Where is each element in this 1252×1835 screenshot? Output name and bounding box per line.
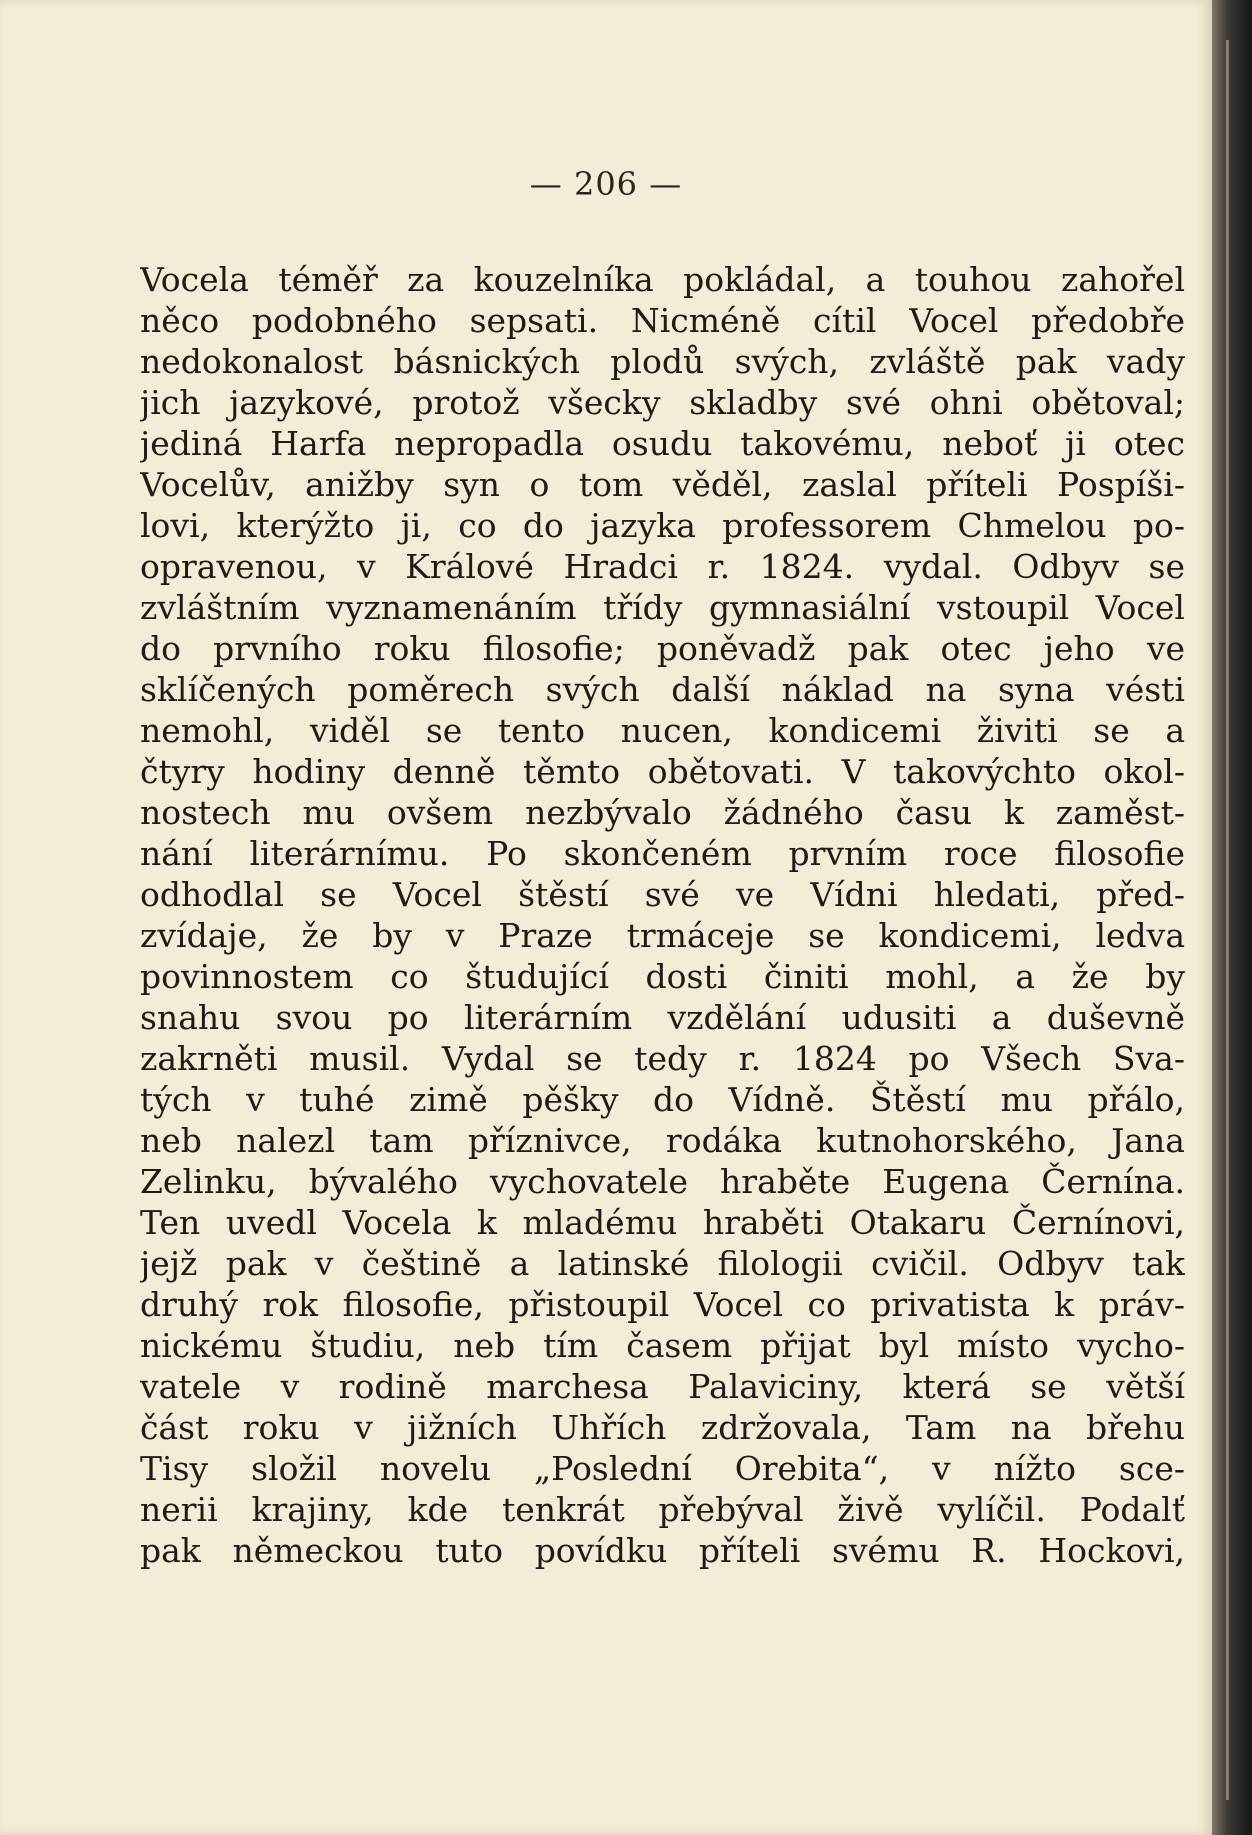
text-line: tých v tuhé zimě pěšky do Vídně. Štěstí mu přálo, xyxy=(140,1080,1185,1119)
text-line: Vocela téměř za kouzelníka pokládal, a touhou zahořel xyxy=(140,260,1185,299)
text-line: zvláštním vyznamenáním třídy gymnasiální vstoupil Vocel xyxy=(140,588,1185,627)
text-line: nostech mu ovšem nezbývalo žádného času k zaměst- xyxy=(140,793,1185,832)
text-line: zakrněti musil. Vydal se tedy r. 1824 po Všech Sva- xyxy=(140,1039,1185,1078)
page-edge-line xyxy=(1226,40,1229,1800)
text-line: do prvního roku filosofie; poněvadž pak otec jeho ve xyxy=(140,629,1185,668)
text-line: Ten uvedl Vocela k mladému hraběti Otakaru Černínovi, xyxy=(140,1203,1185,1242)
text-line: lovi, kterýžto ji, co do jazyka professorem Chmelou po- xyxy=(140,506,1185,545)
text-line: Zelinku, bývalého vychovatele hraběte Eugena Černína. xyxy=(140,1162,1185,1201)
text-line: Tisy složil novelu „Poslední Orebita“, v nížto sce- xyxy=(140,1449,1185,1488)
text-line: nemohl, viděl se tento nucen, kondicemi živiti se a xyxy=(140,711,1185,750)
text-line: druhý rok filosofie, přistoupil Vocel co privatista k práv- xyxy=(140,1285,1185,1324)
text-line: něco podobného sepsati. Nicméně cítil Vocel předobře xyxy=(140,301,1185,340)
text-line: nání literárnímu. Po skončeném prvním roce filosofie xyxy=(140,834,1185,873)
text-line: Vocelův, anižby syn o tom věděl, zaslal příteli Pospíši- xyxy=(140,465,1185,504)
text-line: nickému študiu, neb tím časem přijat byl místo vycho- xyxy=(140,1326,1185,1365)
text-line: vatele v rodině marchesa Palaviciny, která se větší xyxy=(140,1367,1185,1406)
text-line: jediná Harfa nepropadla osudu takovému, neboť ji otec xyxy=(140,424,1185,463)
text-line: jejž pak v češtině a latinské filologii cvičil. Odbyv tak xyxy=(140,1244,1185,1283)
text-line: snahu svou po literárním vzdělání udusiti a duševně xyxy=(140,998,1185,1037)
text-line: opravenou, v Králové Hradci r. 1824. vydal. Odbyv se xyxy=(140,547,1185,586)
body-text xyxy=(140,259,1185,1571)
text-line: sklíčených poměrech svých další náklad na syna vésti xyxy=(140,670,1185,709)
text-line: povinnostem co študující dosti činiti mohl, a že by xyxy=(140,957,1185,996)
text-line: jich jazykové, protož všecky skladby své ohni obětoval; xyxy=(140,383,1185,422)
text-line: pak německou tuto povídku příteli svému R. Hockovi, xyxy=(140,1531,1185,1570)
text-line: odhodlal se Vocel štěstí své ve Vídni hledati, před- xyxy=(140,875,1185,914)
text-line: část roku v jižních Uhřích zdržovala, Tam na břehu xyxy=(140,1408,1185,1447)
text-line: neb nalezl tam příznivce, rodáka kutnohorského, Jana xyxy=(140,1121,1185,1160)
text-line: nedokonalost básnických plodů svých, zvláště pak vady xyxy=(140,342,1185,381)
text-line: zvídaje, že by v Praze trmáceje se kondicemi, ledva xyxy=(140,916,1185,955)
text-line: čtyry hodiny denně těmto obětovati. V takovýchto okol- xyxy=(140,752,1185,791)
page-number: — 206 — xyxy=(529,165,683,203)
page-edge xyxy=(1212,0,1252,1835)
text-line: nerii krajiny, kde tenkrát přebýval živě vylíčil. Podalť xyxy=(140,1490,1185,1529)
